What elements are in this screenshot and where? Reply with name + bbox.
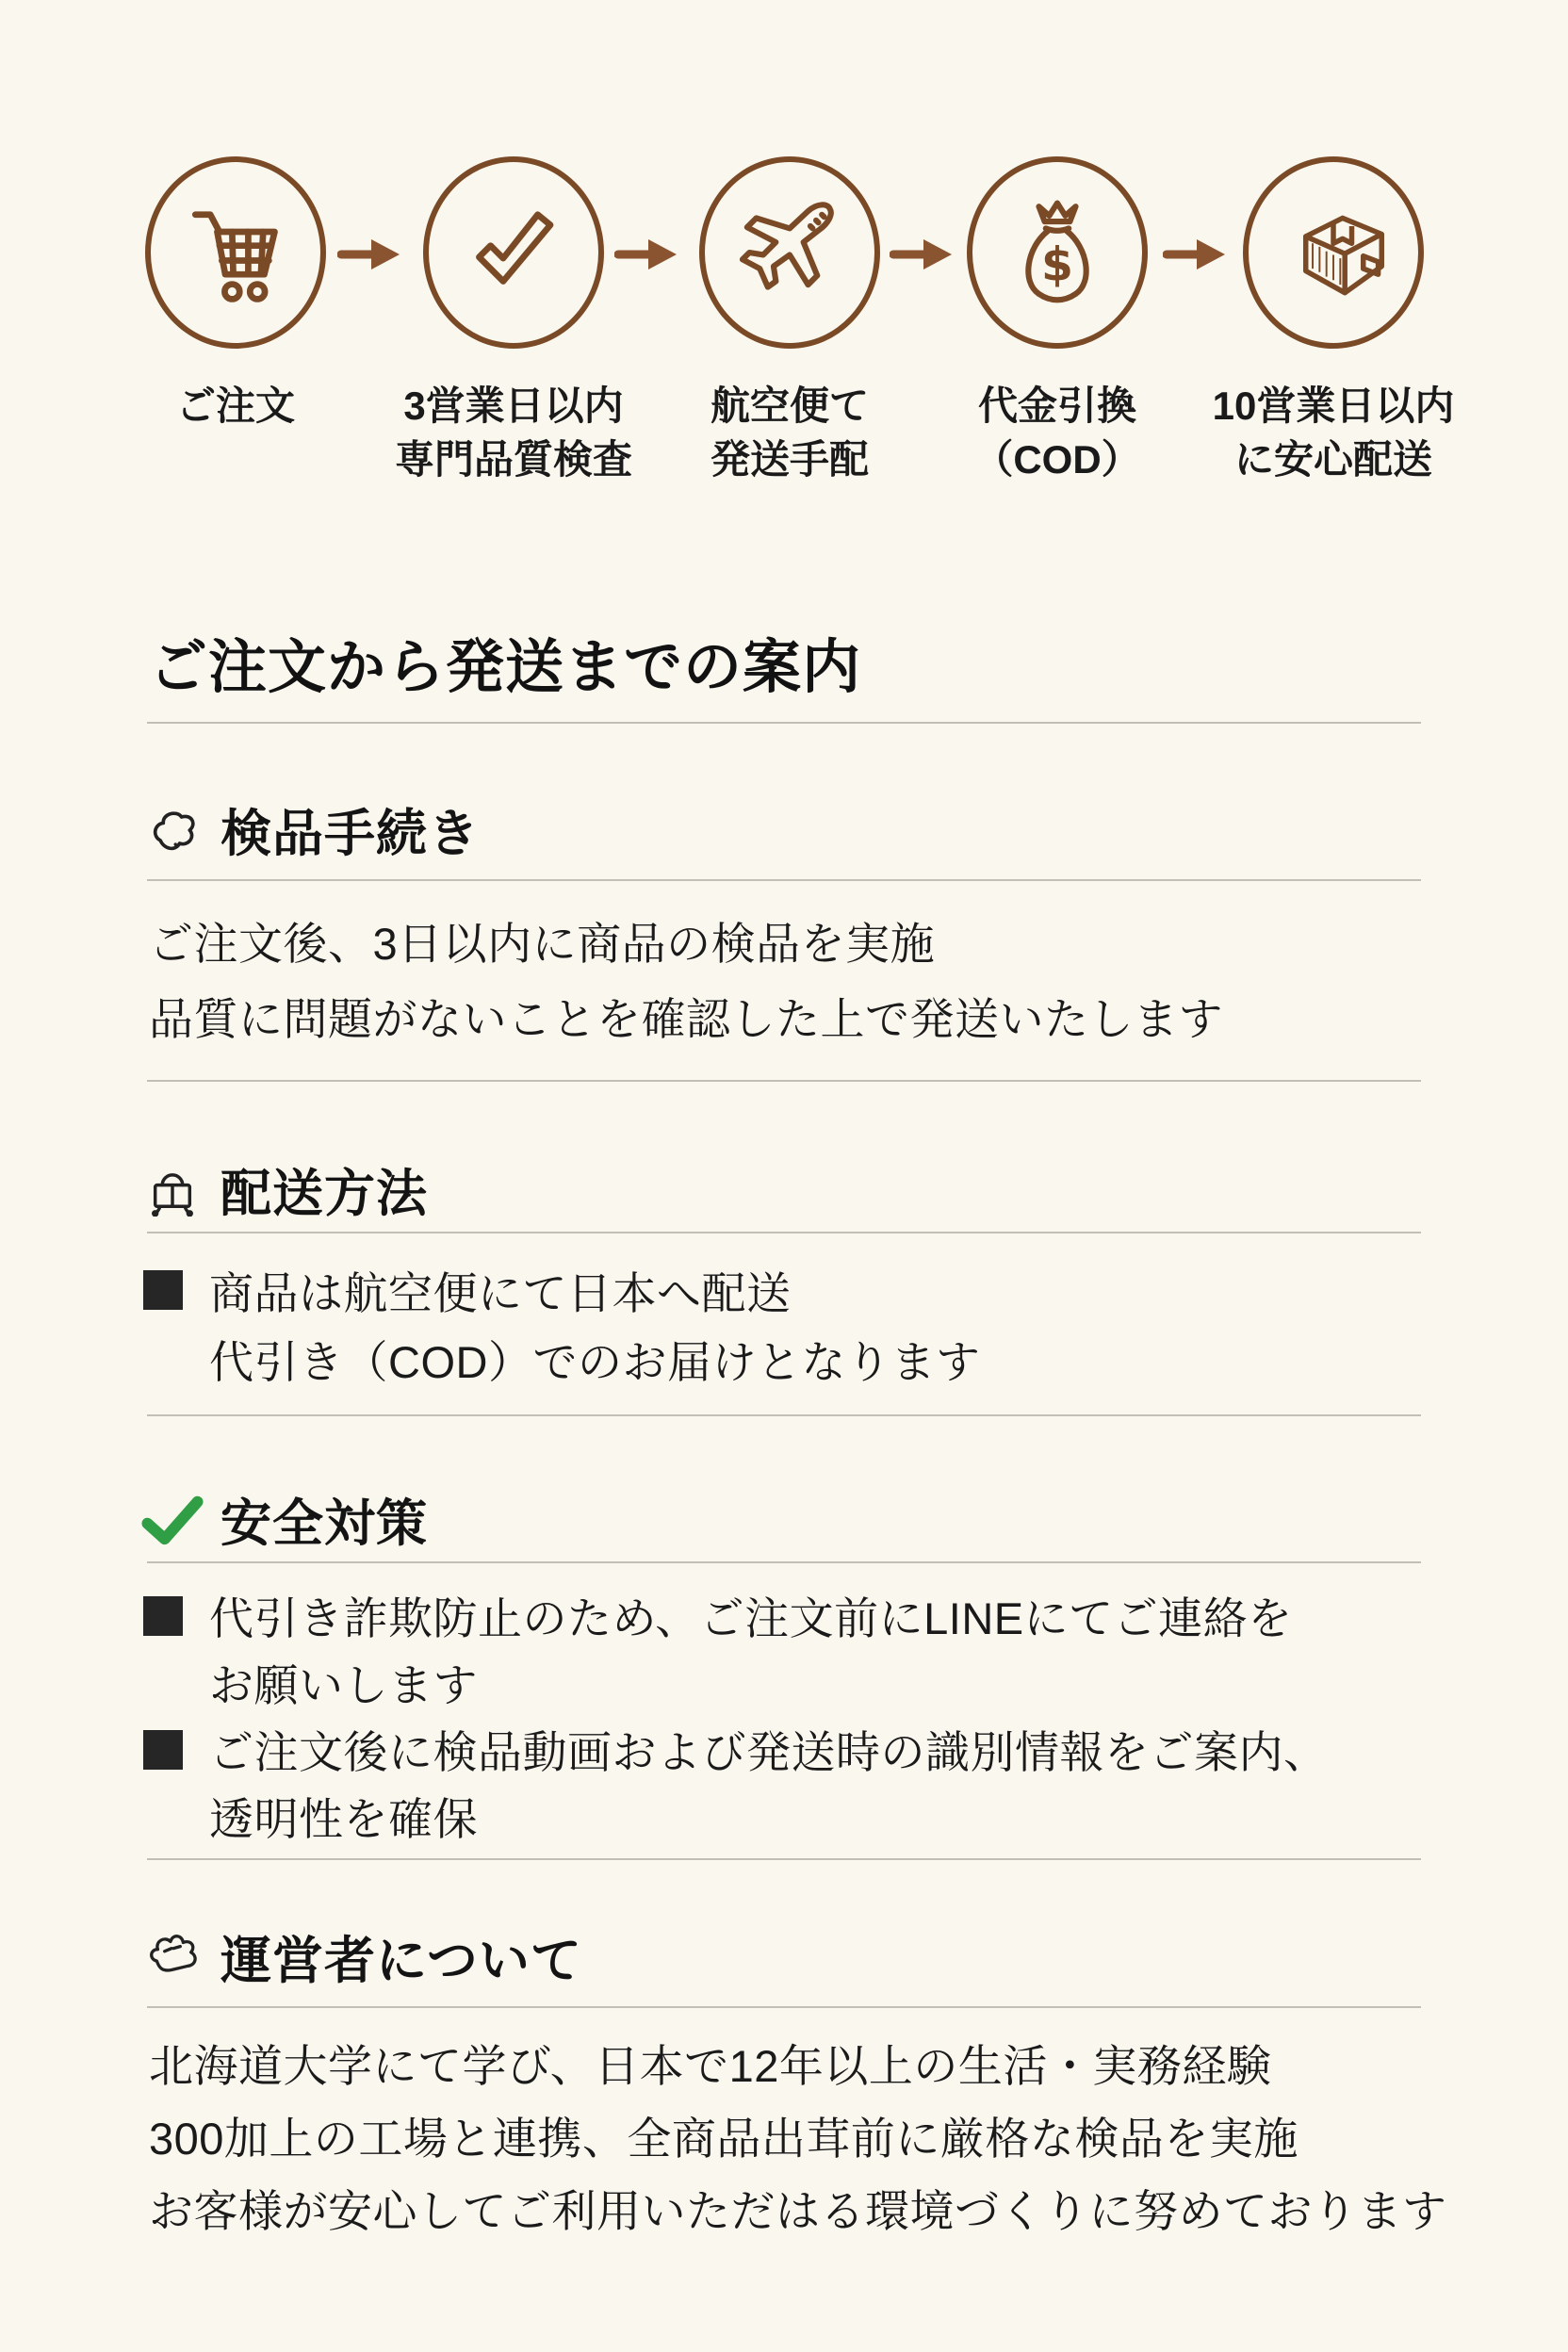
arrow-right-icon	[614, 232, 680, 277]
divider	[147, 1080, 1421, 1082]
divider	[147, 1858, 1421, 1860]
step-circle	[145, 156, 326, 349]
divider	[147, 2006, 1421, 2008]
paragraph-line: お客様が安心してご利用いただはる環境づくりに努めております	[149, 2186, 1447, 2236]
section-title: 運営者について	[220, 1933, 582, 1989]
paragraph-line: 300加上の工場と連携、全商品出茸前に厳格な検品を実施	[149, 2114, 1298, 2164]
step-label-line: 航空便て	[710, 384, 869, 428]
step-circle	[1243, 156, 1424, 349]
bullet-square-icon	[143, 1270, 183, 1310]
step-label-line: 発送手配	[710, 437, 869, 482]
check-circle-icon	[456, 195, 571, 310]
bullet-line: 透明性を確保	[209, 1794, 478, 1844]
section-title: 検品手続き	[220, 806, 480, 862]
step-label-line: ご注文	[175, 384, 295, 428]
step-label	[372, 379, 655, 486]
divider	[147, 879, 1421, 881]
section-header-safety	[141, 1483, 428, 1556]
paragraph-line: 北海道大学にて学び、日本で12年以上の生活・実務経験	[149, 2041, 1272, 2091]
section-header-inspection	[141, 793, 480, 866]
step-circle	[699, 156, 880, 349]
shipping-bullets	[143, 1259, 980, 1396]
bullet-text	[209, 1585, 1293, 1719]
step-label	[1192, 379, 1475, 486]
bullet-line: 商品は航空便にて日本へ配送	[209, 1268, 792, 1318]
divider	[147, 1414, 1421, 1416]
divider	[147, 1232, 1421, 1233]
green-check-icon	[141, 1494, 204, 1545]
bullet-line: ご注文後に検品動画および発送時の識別情報をご案内、	[209, 1727, 1329, 1777]
delivery-truck-icon	[141, 1164, 204, 1217]
divider	[147, 722, 1421, 724]
bullet-item	[143, 1719, 1329, 1853]
hand-icon	[141, 1930, 204, 1984]
bullet-item	[143, 1259, 980, 1396]
process-step-delivery	[1192, 156, 1475, 486]
step-label-line: 10営業日以内	[1212, 384, 1455, 428]
airplane-icon	[732, 195, 847, 310]
step-label-line: 3営業日以内	[403, 384, 624, 428]
bullet-item	[143, 1585, 1329, 1719]
bullet-text	[209, 1259, 980, 1396]
process-step-order	[94, 156, 377, 433]
step-label	[916, 379, 1199, 486]
arrow-right-icon	[337, 232, 403, 277]
bullet-line: お願いします	[209, 1660, 478, 1710]
cotton-icon	[141, 804, 204, 857]
bullet-square-icon	[143, 1596, 183, 1636]
bullet-square-icon	[143, 1730, 183, 1770]
box-icon	[1276, 195, 1391, 310]
step-circle	[423, 156, 604, 349]
step-circle	[967, 156, 1148, 349]
bullet-text	[209, 1719, 1329, 1853]
page-title: ご注文から発送までの案内	[149, 635, 862, 700]
step-label-line: 代金引換	[977, 384, 1136, 428]
paragraph-line: ご注文後、3日以内に商品の検品を実施	[149, 919, 936, 969]
step-label-line: に安心配送	[1233, 437, 1432, 482]
cart-icon	[178, 195, 293, 310]
section-title: 配送方法	[220, 1166, 428, 1222]
operator-paragraph	[149, 2030, 1447, 2247]
section-header-operator	[141, 1920, 582, 1993]
section-header-shipping	[141, 1153, 428, 1226]
process-step-cod	[916, 156, 1199, 486]
bullet-line: 代引き（COD）でのお届けとなります	[209, 1337, 981, 1387]
paragraph-line: 品質に問題がないことを確認した上で発送いたします	[149, 994, 1223, 1044]
step-label-line: 専門品質検査	[394, 437, 632, 482]
step-label	[648, 379, 931, 486]
section-title: 安全対策	[220, 1495, 428, 1552]
step-label-line: （COD）	[973, 437, 1141, 482]
bullet-line: 代引き詐欺防止のため、ご注文前にLINEにてご連絡を	[209, 1593, 1293, 1643]
arrow-right-icon	[1163, 232, 1229, 277]
money-bag-icon	[1000, 195, 1115, 310]
step-label	[94, 379, 377, 433]
arrow-right-icon	[890, 232, 956, 277]
safety-bullets	[143, 1585, 1329, 1853]
process-step-quality-check	[372, 156, 655, 486]
process-step-air-shipping	[648, 156, 931, 486]
svg-text:$: $	[1041, 237, 1073, 292]
divider	[147, 1561, 1421, 1563]
inspection-paragraph	[149, 906, 1223, 1057]
